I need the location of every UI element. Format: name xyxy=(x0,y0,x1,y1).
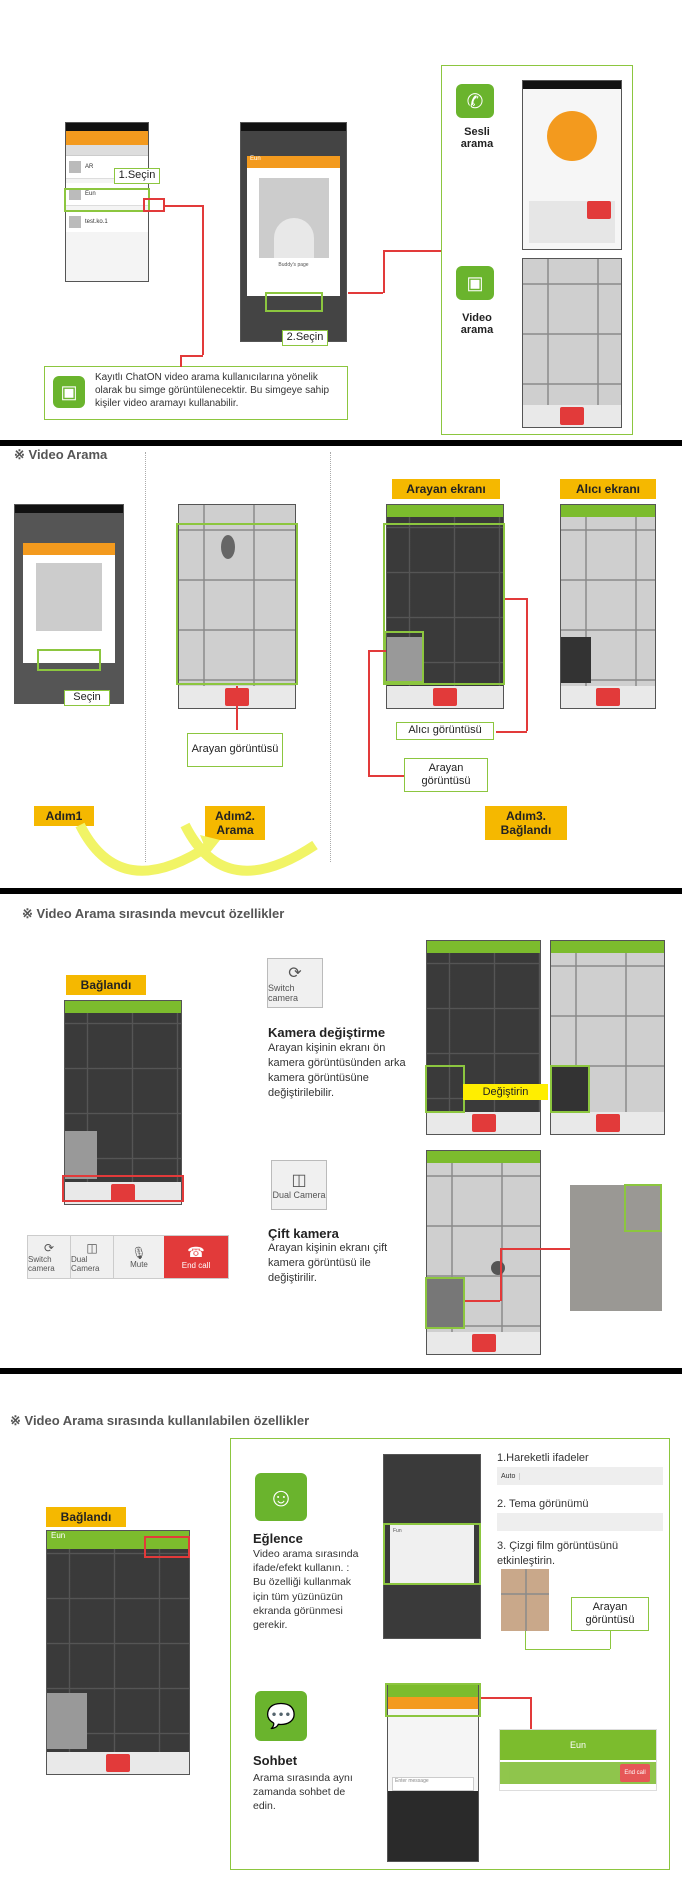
caller-view-label-2: Arayan görüntüsü xyxy=(404,758,488,792)
fun-chat-icons-highlight xyxy=(144,1536,190,1558)
step1-highlight xyxy=(37,649,101,671)
contact-eun[interactable]: Eun xyxy=(85,191,96,197)
option-2: 2. Tema görünümü xyxy=(497,1498,589,1510)
dual-camera-feature-label: Dual Camera xyxy=(272,1190,326,1200)
switch-after-inset xyxy=(550,1065,590,1113)
chat-bubble-icon: 💬 xyxy=(255,1691,307,1741)
dotted-sep xyxy=(330,452,331,862)
video-icon-highlight xyxy=(143,198,165,212)
fun-title: Eğlence xyxy=(253,1531,303,1546)
phone-eun: Eun xyxy=(47,1531,190,1549)
connector-line xyxy=(500,1248,570,1250)
connector-line xyxy=(530,1697,532,1729)
fun-popup-highlight xyxy=(383,1523,481,1585)
change-it-tag: Değiştirin xyxy=(463,1084,548,1100)
receiver-inset-highlight xyxy=(384,631,424,683)
zoom-eun: Eun xyxy=(500,1730,656,1760)
connector-line xyxy=(383,250,385,293)
connected-phone-2 xyxy=(46,1530,190,1775)
dual-zoom-inset xyxy=(624,1184,662,1232)
switch-camera-feature-icon: ⟳ Switch camera xyxy=(267,958,323,1008)
voice-call-label: Sesli arama xyxy=(460,126,494,150)
usable-features-title: ※ Video Arama sırasında kullanılabilen özellikler xyxy=(10,1413,310,1428)
switch-camera-feature-label: Switch camera xyxy=(268,983,299,1003)
connector-line xyxy=(525,1649,610,1650)
auto-label[interactable]: Auto xyxy=(497,1473,520,1480)
dotted-sep xyxy=(145,452,146,862)
step-select-2: 2.Seçin xyxy=(282,330,328,346)
video-call-label: Video arama xyxy=(460,312,494,336)
contact-highlight xyxy=(64,188,150,212)
divider xyxy=(0,440,682,446)
info-text: Kayıtlı ChatON video arama kullanıcılarına yönelik olarak bu simge görüntülenecektir. Bu simgeye sahip kişiler video aramayı kullanabilir. xyxy=(95,372,330,409)
chat-title: Sohbet xyxy=(253,1753,298,1768)
receiver-screen-tag: Alıcı ekranı xyxy=(560,479,656,499)
receiver-view-label: Alıcı görüntüsü xyxy=(396,722,494,740)
switch-camera-icon: ⟳ xyxy=(43,1241,55,1255)
connector-line xyxy=(368,650,386,652)
theme-row xyxy=(497,1513,663,1531)
switch-camera-button[interactable] xyxy=(28,1236,71,1278)
call-buttons-highlight xyxy=(265,292,323,312)
chat-text: Arama sırasında aynı zamanda sohbet de edin. xyxy=(253,1772,353,1813)
end-call-button[interactable] xyxy=(164,1236,228,1278)
call-control-bar xyxy=(27,1235,229,1279)
connector-line xyxy=(165,205,203,207)
usable-features-panel xyxy=(230,1438,670,1870)
controls-highlight xyxy=(62,1175,184,1202)
step-select-1: 1.Seçin xyxy=(114,168,160,184)
step1-tag: Adım1 xyxy=(34,806,94,826)
step2-highlight xyxy=(176,523,298,685)
phone-icon: ✆ xyxy=(456,84,494,118)
connector-line xyxy=(525,1631,526,1649)
mute-icon: 🎙 xyxy=(131,1245,147,1260)
cartoon-preview xyxy=(501,1569,549,1631)
connected-tag: Bağlandı xyxy=(66,975,146,995)
connector-line xyxy=(500,1248,502,1301)
caller-view-label-3: Arayan görüntüsü xyxy=(571,1597,649,1631)
contact-ar[interactable]: AR xyxy=(85,164,94,170)
mute-button[interactable] xyxy=(114,1236,164,1278)
popup-name: Eun xyxy=(247,156,340,168)
divider xyxy=(0,888,682,894)
dual-camera-icon: ◫ xyxy=(86,1241,98,1255)
switch-camera-label: Switch camera xyxy=(28,1255,55,1273)
divider xyxy=(0,1368,682,1374)
connector-line xyxy=(496,731,527,733)
voice-call-phone xyxy=(522,80,622,250)
emotion-row xyxy=(497,1467,663,1485)
enter-message-input[interactable]: Enter message xyxy=(392,1777,474,1791)
call-types-panel xyxy=(441,65,633,435)
step1-phone xyxy=(14,504,124,704)
dual-inset xyxy=(425,1277,465,1329)
fun-popup: Fun xyxy=(393,1528,402,1534)
end-call-label: End call xyxy=(181,1261,211,1270)
buddys-page: Buddy's page xyxy=(278,262,309,268)
connector-line xyxy=(368,775,404,777)
connector-line xyxy=(465,1300,500,1302)
connected-tag-2: Bağlandı xyxy=(46,1507,126,1527)
video-call-title: ※ Video Arama xyxy=(14,447,108,462)
connector-line xyxy=(202,205,204,355)
caller-screen-tag: Arayan ekranı xyxy=(392,479,500,499)
info-box xyxy=(44,366,348,420)
option-1: 1.Hareketli ifadeler xyxy=(497,1452,589,1464)
dual-camera-label: Dual Camera xyxy=(71,1255,100,1273)
connector-line xyxy=(481,1697,531,1699)
connector-line xyxy=(348,292,383,294)
switch-before-inset xyxy=(425,1065,465,1113)
mute-label: Mute xyxy=(130,1259,148,1269)
connector-line xyxy=(383,250,443,252)
smile-icon: ☺ xyxy=(255,1473,307,1521)
video-icon: ▣ xyxy=(456,266,494,300)
phone-hangup-icon: ☎ xyxy=(187,1244,205,1260)
step2-tag: Adım2. Arama xyxy=(205,806,265,840)
connector-line xyxy=(180,355,182,367)
contact-test[interactable]: test.ko.1 xyxy=(85,219,108,225)
available-features-title: ※ Video Arama sırasında mevcut özellikler xyxy=(22,906,285,921)
step3-tag: Adım3. Bağlandı xyxy=(485,806,567,840)
dual-camera-button[interactable] xyxy=(71,1236,114,1278)
camera-switch-title: Kamera değiştirme xyxy=(268,1025,386,1040)
connector-line xyxy=(610,1631,611,1649)
camera-switch-text: Arayan kişinin ekranı ön kamera görüntüsünden arka kamera görüntüsüne değiştirilebilir. xyxy=(268,1042,406,1099)
chaton-video-icon: ▣ xyxy=(53,376,85,408)
chat-header-highlight xyxy=(385,1683,481,1717)
connector-line xyxy=(368,650,370,775)
receiver-screen-phone xyxy=(560,504,656,709)
zoom-end-call[interactable]: End call xyxy=(620,1764,650,1782)
connector-line xyxy=(236,686,238,730)
option-3: 3. Çizgi film görüntüsünü etkinleştirin. xyxy=(497,1540,619,1567)
video-call-phone xyxy=(522,258,622,428)
dual-camera-feature-icon: ◫ Dual Camera xyxy=(271,1160,327,1210)
select-label: Seçin xyxy=(64,690,110,706)
connector-line xyxy=(526,598,528,731)
dual-camera-title: Çift kamera xyxy=(268,1226,339,1241)
dual-camera-text: Arayan kişinin ekranı çift kamera görüntüsü ile değiştirilir. xyxy=(268,1242,388,1284)
caller-view-label: Arayan görüntüsü xyxy=(187,733,283,767)
fun-text: Video arama sırasında ifade/efekt kullanın. : Bu özelliği kullanmak için tüm yüzünüzün ekranda görünmesi gerekir. xyxy=(253,1548,359,1631)
flow-arrows xyxy=(60,820,330,890)
chat-header-zoom xyxy=(499,1729,657,1791)
connector-line xyxy=(180,355,203,357)
connector-line xyxy=(505,598,527,600)
